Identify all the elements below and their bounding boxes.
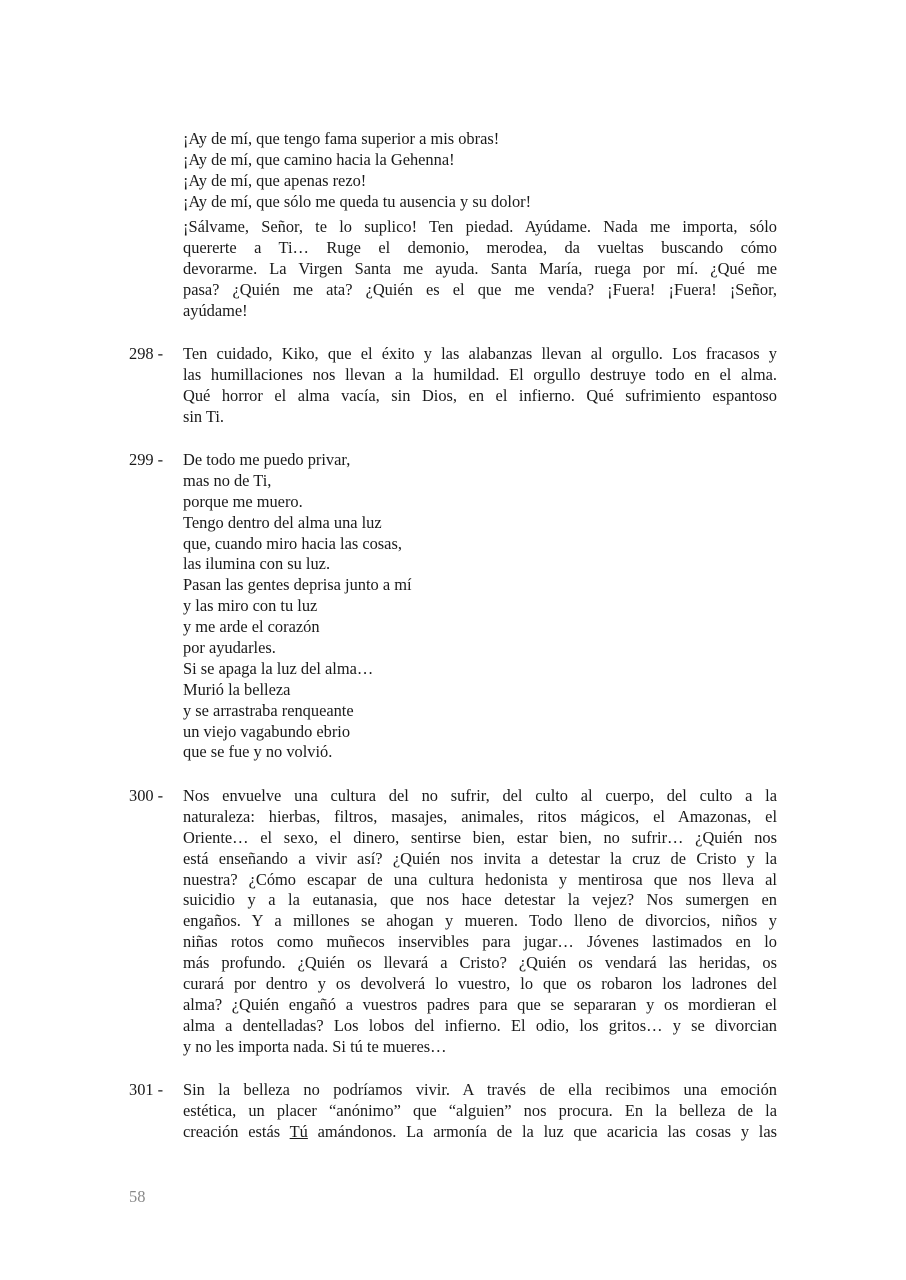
poem-line: y las miro con tu luz: [183, 596, 318, 616]
entry-line: más profundo. ¿Quién os llevará a Cristo? ¿Quién os vendará las heridas, os: [183, 953, 777, 973]
poem-line: que, cuando miro hacia las cosas,: [183, 533, 402, 553]
entry-line: Qué horror el alma vacía, sin Dios, en el infierno. Qué sufrimiento espantoso: [183, 385, 777, 405]
underlined-word: Tú: [289, 1121, 308, 1141]
poem-line: por ayudarles.: [183, 638, 276, 658]
entry-299: [129, 450, 777, 763]
entry-298: [129, 344, 777, 428]
continuation-verses: [129, 129, 777, 213]
entry-number: 300 -: [129, 786, 164, 805]
entry-body: [183, 344, 777, 428]
entry-body: [183, 450, 777, 763]
entry-line: estética, un placer “anónimo” que “alguien” nos procura. En la belleza de la: [183, 1100, 777, 1120]
entry-line: las humillaciones nos llevan a la humildad. El orgullo destruye todo en el alma.: [183, 364, 777, 384]
poem-line: que se fue y no volvió.: [183, 742, 333, 762]
poem-line: De todo me puedo privar,: [183, 450, 351, 469]
entry-number: 301 -: [129, 1080, 164, 1099]
entry-number: 299 -: [129, 450, 164, 469]
poem-line: un viejo vagabundo ebrio: [183, 721, 351, 741]
paragraph-line: quererte a Ti… Ruge el demonio, merodea, da vueltas buscando cómo: [183, 237, 777, 257]
poem-line: Pasan las gentes deprisa junto a mí: [183, 575, 412, 595]
page-number: 58: [129, 1187, 146, 1206]
entry-line: y no les importa nada. Si tú te mueres…: [183, 1036, 447, 1056]
entry-line: [183, 1122, 777, 1143]
entry-line: curará por dentro y os devolverá lo vuestro, lo que os robaron los ladrones del: [183, 974, 777, 994]
paragraph-line: ¡Sálvame, Señor, te lo suplico! Ten piedad. Ayúdame. Nada me importa, sólo: [183, 217, 777, 236]
verses-body: [183, 129, 777, 213]
entry-line: Nos envuelve una cultura del no sufrir, del culto al cuerpo, del culto a la: [183, 786, 777, 805]
entry-300: [129, 786, 777, 1058]
entry-line: Sin la belleza no podríamos vivir. A través de ella recibimos una emoción: [183, 1080, 777, 1099]
poem-line: Murió la belleza: [183, 679, 291, 699]
entry-line: sin Ti.: [183, 406, 225, 426]
verse-line: ¡Ay de mí, que sólo me queda tu ausencia y su dolor!: [183, 191, 532, 211]
poem-line: Tengo dentro del alma una luz: [183, 512, 382, 532]
entry-line: engaños. Y a millones se ahogan y mueren. Todo lleno de divorcios, niños y: [183, 911, 777, 931]
poem-line: porque me muero.: [183, 491, 303, 511]
entry-body: [183, 1080, 777, 1143]
poem-line: Si se apaga la luz del alma…: [183, 658, 374, 678]
entry-body: [183, 786, 777, 1058]
paragraph-line: devorarme. La Virgen Santa me ayuda. Santa María, ruega por mí. ¿Qué me: [183, 258, 777, 278]
entry-line: está enseñando a vivir así? ¿Quién nos invita a detestar la cruz de Cristo y la: [183, 848, 777, 868]
paragraph-line: pasa? ¿Quién me ata? ¿Quién es el que me venda? ¡Fuera! ¡Fuera! ¡Señor,: [183, 279, 777, 299]
text-segment: creación estás: [183, 1121, 290, 1141]
text-segment: amándonos. La armonía de la luz que acaricia las cosas y las: [307, 1121, 777, 1141]
entry-line: Ten cuidado, Kiko, que el éxito y las alabanzas llevan al orgullo. Los fracasos y: [183, 344, 777, 363]
poem-line: y me arde el corazón: [183, 617, 320, 637]
entry-line: naturaleza: hierbas, filtros, masajes, animales, ritos mágicos, el Amazonas, el: [183, 806, 777, 826]
poem-line: y se arrastraba renqueante: [183, 700, 354, 720]
entry-line: alma a dentelladas? Los lobos del infierno. El odio, los gritos… y se divorcian: [183, 1015, 777, 1035]
verse-line: ¡Ay de mí, que apenas rezo!: [183, 170, 367, 190]
verse-line: ¡Ay de mí, que tengo fama superior a mis obras!: [183, 129, 500, 148]
entry-line: suicidio y a la eutanasia, que nos hace detestar la vejez? Nos sumergen en: [183, 890, 777, 910]
entry-line: Oriente… el sexo, el dinero, sentirse bien, estar bien, no sufrir… ¿Quién nos: [183, 827, 777, 847]
entry-line: niñas rotos como muñecos inservibles para jugar… Jóvenes lastimados en lo: [183, 932, 777, 952]
poem-line: las ilumina con su luz.: [183, 554, 331, 574]
poem-line: mas no de Ti,: [183, 470, 272, 490]
continuation-paragraph: [129, 217, 777, 321]
paragraph-line: ayúdame!: [183, 300, 248, 320]
entry-number: 298 -: [129, 344, 164, 363]
entry-301: [129, 1080, 777, 1143]
entry-line: nuestra? ¿Cómo escapar de una cultura hedonista y mentirosa que nos lleva al: [183, 869, 777, 889]
entry-line: alma? ¿Quién engañó a vuestros padres para que se separaran y os mordieran el: [183, 994, 777, 1014]
verse-line: ¡Ay de mí, que camino hacia la Gehenna!: [183, 149, 455, 169]
paragraph-body: [183, 217, 777, 321]
